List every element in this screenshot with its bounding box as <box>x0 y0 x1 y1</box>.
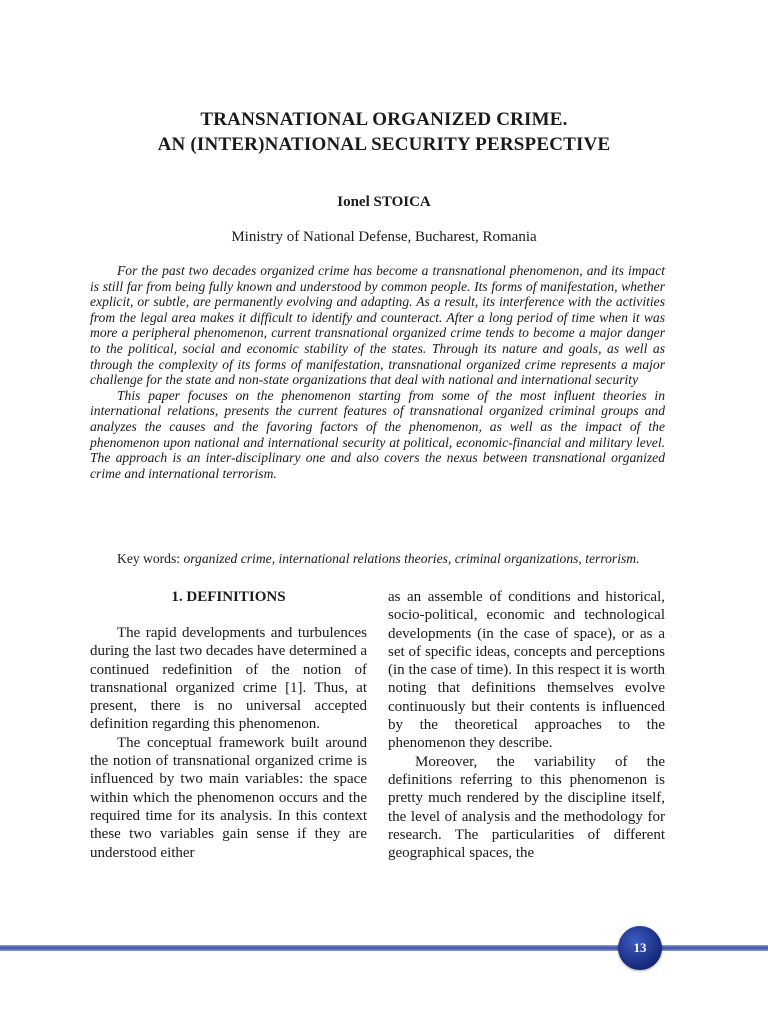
body-paragraph: The conceptual framework built around the notion of transnational organized crime is influenced by two main variables: the space within which the phenomenon occurs and the required time for its analysis. In this context these two variables gain sense if they are understood either <box>90 734 367 861</box>
abstract-paragraph: This paper focuses on the phenomenon starting from some of the most influent theories in international relations, presents the current features of transnational organized criminal groups and analyzes the causes and the favoring factors of the phenomenon, as well as the impact of the phenomenon upon national and international security at political, economic-financial and military level. The approach is an inter-disciplinary one and also covers the nexus between transnational organized crime and international terrorism. <box>90 387 665 481</box>
paper-title <box>0 107 768 157</box>
page-number-badge: 13 <box>618 926 662 970</box>
abstract <box>90 263 665 481</box>
keywords-label: Key words <box>117 551 177 566</box>
keywords-separator: : <box>176 551 184 566</box>
keywords <box>90 551 665 567</box>
body-paragraph: The rapid developments and turbulences during the last two decades have determined a continued redefinition of the notion of transnational organized crime [1]. Thus, at present, there is no universal accepted definition regarding this phenomenon. <box>90 625 367 733</box>
paper-title-line-1: TRANSNATIONAL ORGANIZED CRIME. <box>200 109 568 130</box>
author-affiliation: Ministry of National Defense, Bucharest, Romania <box>231 229 537 245</box>
body-column-left <box>90 588 367 862</box>
author-name: Ionel STOICA <box>337 194 431 210</box>
section-heading: 1. DEFINITIONS <box>171 589 286 605</box>
abstract-paragraph: For the past two decades organized crime has become a transnational phenomenon, and its impact is still far from being fully known and understood by common people. Its forms of manifestation, whether explicit, or subtle, are permanently evolving and adapting. As a result, its interference with the activities from the legal area makes it difficult to identify and counteract. After a long period of time when it was more a peripheral phenomenon, current transnational organized crime tends to become a major danger to the political, social and economic stability of the states. Through its nature and goals, as well as through the complexity of its forms of manifestation, transnational organized crime represents a major challenge for the state and non-state organizations that deal with national and international security <box>90 263 665 388</box>
paper-title-line-2: AN (INTER)NATIONAL SECURITY PERSPECTIVE <box>157 134 611 155</box>
body-column-right <box>388 588 665 862</box>
body-paragraph: as an assemble of conditions and historical, socio-political, economic and technological developments (in the case of space), or as a set of specific ideas, concepts and perceptions (in the case of time). In this respect it is worth noting that definitions themselves evolve continuously but their contents is influenced by the theoretical approaches to the phenomenon they describe. <box>388 589 665 752</box>
body-paragraph: Moreover, the variability of the definitions referring to this phenomenon is pretty much rendered by the discipline itself, the level of analysis and the methodology for research. The particularities of different geographical spaces, the <box>388 753 665 862</box>
keywords-text: organized crime, international relations theories, criminal organizations, terrorism. <box>183 551 640 566</box>
